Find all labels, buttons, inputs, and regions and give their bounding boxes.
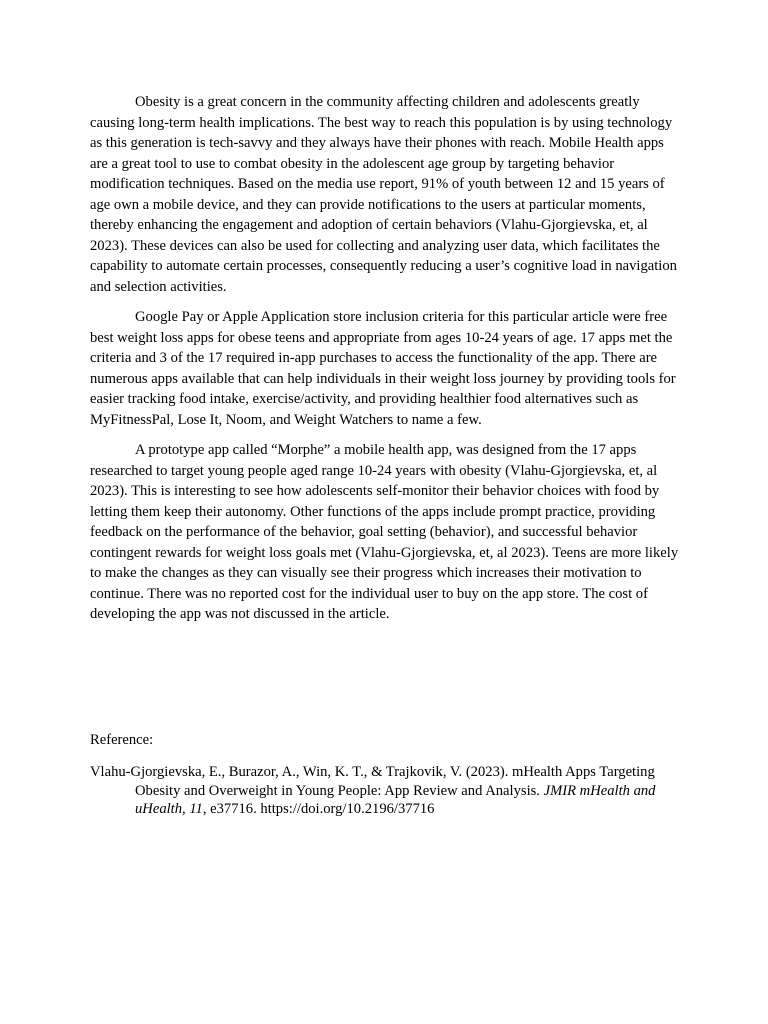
blank-space	[90, 635, 680, 730]
reference-separator: ,	[182, 801, 190, 817]
reference-volume: 11	[189, 801, 203, 817]
paragraph-3: A prototype app called “Morphe” a mobile health app, was designed from the 17 apps researched to target young people aged range 10-24 years with obesity (Vlahu-Gjorgievska, et, al 2023). This is interesting to see how adolescents self-monitor their behavior choices with food by letting them keep their autonomy. Other functions of the apps include prompt practice, providing feedback on the performance of the behavior, goal setting (behavior), and successful behavior contingent rewards for weight loss goals met (Vlahu-Gjorgievska, et, al 2023). Teens are more likely to make the changes as they can visually see their progress which increases their motivation to continue. There was no reported cost for the individual user to buy on the app store. The cost of developing the app was not discussed in the article.	[90, 442, 679, 622]
paragraph-1: Obesity is a great concern in the community affecting children and adolescents greatly causing long-term health implications. The best way to reach this population is by using technology as this generation is tech-savvy and they always have their phones with reach. Mobile Health apps are a great tool to use to combat obesity in the adolescent age group by targeting behavior modification techniques. Based on the media use report, 91% of youth between 12 and 15 years of age own a mobile device, and they can provide notifications to the users at particular moments, thereby enhancing the engagement and adoption of certain behaviors (Vlahu-Gjorgievska, et, al 2023). These devices can also be used for collecting and analyzing user data, which facilitates the capability to automate certain processes, consequently reducing a user’s cognitive load in navigation and selection activities.	[90, 94, 677, 295]
reference-entry	[90, 763, 680, 819]
reference-authors-title: Vlahu-Gjorgievska, E., Burazor, A., Win, K. T., & Trajkovik, V. (2023). mHealth Apps Targeting Obesity and Overweight in Young People: App Review and Analysis.	[90, 764, 655, 799]
reference-journal: JMIR mHealth and uHealth	[135, 782, 656, 817]
document-page	[90, 92, 680, 819]
paragraph-2: Google Pay or Apple Application store inclusion criteria for this particular article were free best weight loss apps for obese teens and appropriate from ages 10-24 years of age. 17 apps met the criteria and 3 of the 17 required in-app purchases to access the functionality of the app. There are numerous apps available that can help individuals in their weight loss journey by providing tools for easier tracking food intake, exercise/activity, and providing healthier food alternatives such as MyFitnessPal, Lose It, Noom, and Weight Watchers to name a few.	[90, 309, 676, 428]
reference-doi: , e37716. https://doi.org/10.2196/37716	[202, 801, 435, 817]
reference-heading: Reference:	[90, 731, 154, 748]
